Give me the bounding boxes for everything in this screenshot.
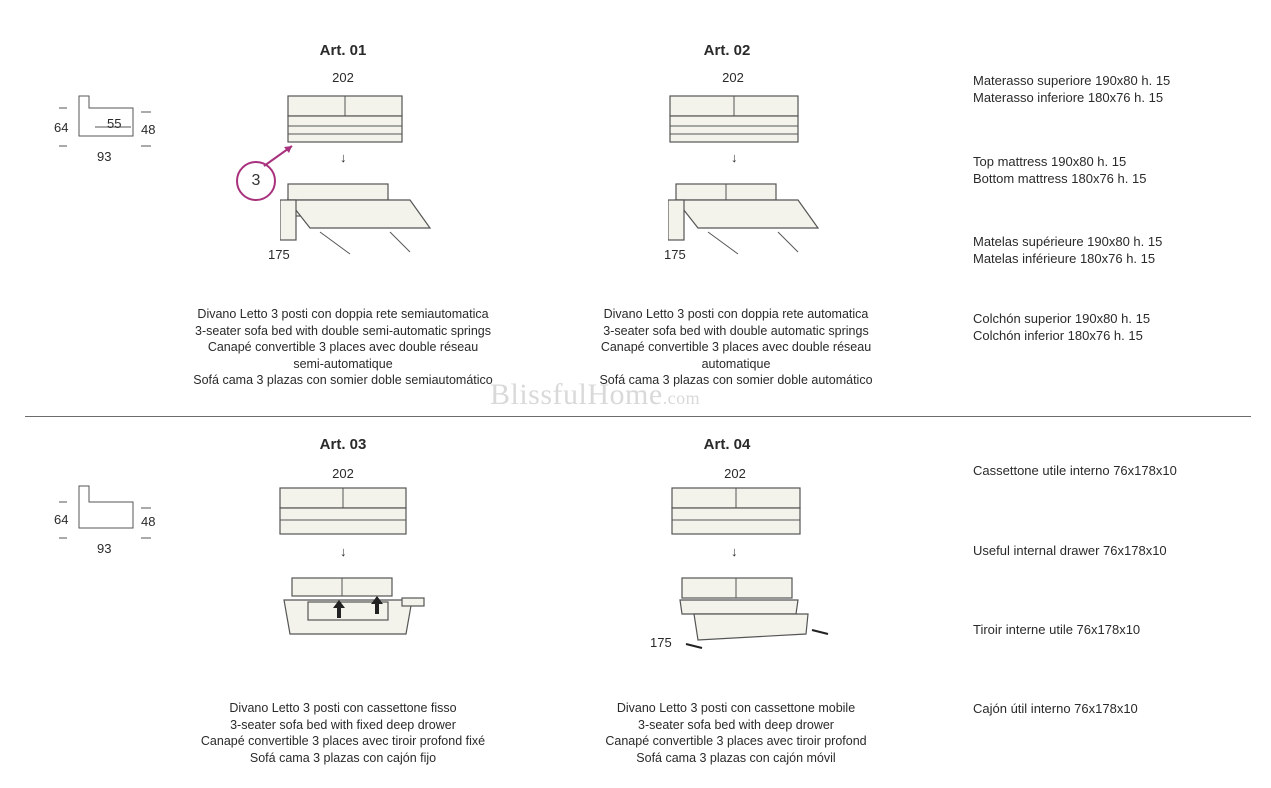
depth-label-2: 93 (97, 541, 112, 556)
seat-height-label-2: 48 (141, 514, 156, 529)
option-3-badge: 3 (236, 161, 276, 201)
drawer-spec-es: Cajón útil interno 76x178x10 (973, 701, 1138, 716)
art-03-desc-line: Canapé convertible 3 places avec tiroir profond fixé (200, 734, 486, 748)
art-03-desc-line: Divano Letto 3 posti con cassettone fisso (229, 701, 457, 715)
art-01-desc-line: Sofá cama 3 plazas con somier doble semiautomático (193, 373, 493, 387)
art-01-open-sofa-drawing (280, 178, 440, 260)
art-03-width: 202 (332, 466, 354, 481)
art-03-desc-line: Sofá cama 3 plazas con cajón fijo (249, 750, 437, 765)
spec-line: Materasso superiore 190x80 h. 15 (973, 73, 1171, 88)
art-03-arrow: ↓ (340, 544, 347, 559)
art-03-desc-line: 3-seater sofa bed with fixed deep drower (230, 717, 456, 732)
section-divider (25, 416, 1251, 417)
art-04-closed-sofa-drawing (670, 484, 804, 542)
art-01-arrow: ↓ (340, 150, 347, 165)
spec-line: Materasso inferiore 180x76 h. 15 (973, 90, 1164, 105)
seat-height-label: 48 (141, 122, 156, 137)
spec-line: Top mattress 190x80 h. 15 (973, 154, 1127, 169)
spec-line: Matelas supérieure 190x80 h. 15 (973, 234, 1163, 249)
art-01-desc-line: Divano Letto 3 posti con doppia rete semiautomatica (197, 307, 489, 321)
art-01-desc-line: Canapé convertible 3 places avec double réseau (207, 340, 479, 354)
watermark-text: BlissfulHome (490, 378, 663, 411)
height-total-label-2: 64 (54, 512, 69, 527)
art-02-open-sofa-drawing (668, 178, 828, 260)
drawer-spec-en: Useful internal drawer 76x178x10 (973, 543, 1167, 558)
mattress-specs-fr (973, 233, 1162, 267)
watermark (490, 378, 700, 412)
art-02-desc-line: automatique (701, 356, 771, 371)
mattress-specs-en (973, 153, 1146, 187)
art-02-width: 202 (722, 70, 744, 85)
spec-line: Colchón superior 190x80 h. 15 (973, 311, 1151, 326)
art-04-title: Art. 04 (703, 436, 751, 453)
art-03-closed-sofa-drawing (278, 484, 410, 542)
watermark-suffix: .com (662, 388, 701, 408)
art-02-closed-sofa-drawing (668, 92, 802, 150)
art-04-open-length: 175 (650, 635, 672, 650)
art-01-description (153, 306, 533, 389)
art-03-description (153, 700, 533, 766)
art-04-open-drawer-drawing (672, 574, 840, 650)
side-profile-diagram-2 (55, 482, 165, 544)
art-04-arrow: ↓ (731, 544, 738, 559)
spec-line: Matelas inférieure 180x76 h. 15 (973, 251, 1156, 266)
badge-pointer-arrow (262, 140, 302, 170)
art-04-desc-line: Divano Letto 3 posti con cassettone mobile (616, 701, 856, 715)
height-total-label: 64 (54, 120, 69, 135)
art-02-desc-line: Sofá cama 3 plazas con somier doble automático (599, 373, 873, 387)
art-04-width: 202 (724, 466, 746, 481)
art-02-title: Art. 02 (703, 42, 751, 59)
art-01-width: 202 (332, 70, 354, 85)
art-01-title: Art. 01 (319, 42, 367, 59)
art-02-open-length: 175 (664, 247, 686, 262)
spec-line: Bottom mattress 180x76 h. 15 (973, 171, 1147, 186)
drawer-spec-it: Cassettone utile interno 76x178x10 (973, 463, 1177, 478)
art-04-desc-line: Sofá cama 3 plazas con cajón móvil (636, 750, 836, 765)
art-01-open-length: 175 (268, 247, 290, 262)
mattress-specs-es (973, 310, 1150, 344)
art-04-desc-line: 3-seater sofa bed with deep drower (638, 717, 834, 732)
art-04-description (546, 700, 926, 766)
depth-label: 93 (97, 149, 112, 164)
spec-line: Colchón inferior 180x76 h. 15 (973, 328, 1143, 343)
art-02-desc-line: 3-seater sofa bed with double automatic springs (603, 323, 869, 338)
art-04-desc-line: Canapé convertible 3 places avec tiroir profond (605, 734, 867, 748)
art-03-title: Art. 03 (319, 436, 367, 453)
art-02-arrow: ↓ (731, 150, 738, 165)
drawer-spec-fr: Tiroir interne utile 76x178x10 (973, 622, 1141, 637)
art-01-desc-line: semi-automatique (293, 356, 393, 371)
art-01-closed-sofa-drawing (286, 92, 406, 150)
art-03-open-drawer-drawing (282, 572, 432, 644)
art-02-desc-line: Divano Letto 3 posti con doppia rete automatica (603, 307, 869, 321)
art-02-description (546, 306, 926, 389)
seat-depth-label: 55 (107, 116, 122, 131)
mattress-specs-it (973, 72, 1170, 106)
art-01-desc-line: 3-seater sofa bed with double semi-automatic springs (195, 323, 491, 338)
art-02-desc-line: Canapé convertible 3 places avec double réseau (600, 340, 872, 354)
